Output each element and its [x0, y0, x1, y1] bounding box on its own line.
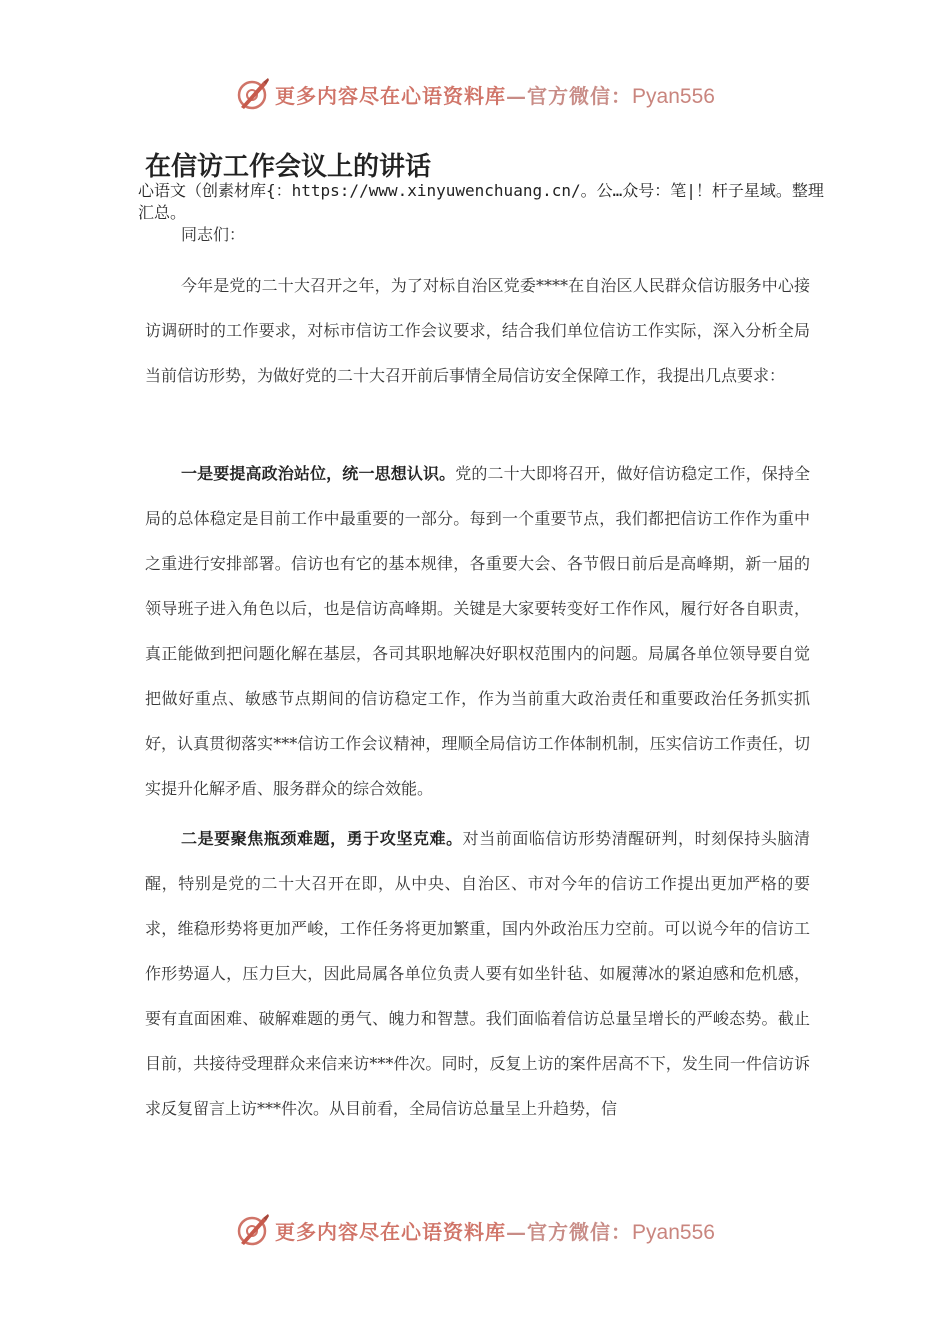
greeting: 同志们： [181, 225, 246, 244]
banner-text-main: 更多内容尽在心语资料库 [275, 83, 507, 108]
banner-text-id: Pyan556 [632, 84, 715, 108]
section-2-paragraph [145, 816, 810, 1131]
banner-text-wechat: —官方微信： [506, 1219, 633, 1244]
section-1-paragraph [145, 451, 810, 811]
section-1-lead: 一是要提高政治站位，统一思想认识。 [181, 464, 456, 483]
banner-text [275, 1216, 715, 1245]
source-line: 心语文（创素材库{：https://www.xinyuwenchuang.cn/。公…众号：笔|！杆子星域。整理汇总。 [138, 181, 824, 222]
footer-watermark-banner [0, 1208, 950, 1252]
banner-text-id: Pyan556 [632, 1220, 715, 1244]
header-watermark-banner [0, 72, 950, 116]
banner-text-wechat: —官方微信： [506, 83, 633, 108]
document-title: 在信访工作会议上的讲话 [145, 152, 432, 182]
banner-text-main: 更多内容尽在心语资料库 [275, 1219, 507, 1244]
pen-logo-icon [235, 76, 271, 112]
pen-logo-icon [235, 1212, 271, 1248]
section-2-body: 对当前面临信访形势清醒研判，时刻保持头脑清醒，特别是党的二十大召开在即，从中央、自治区、市对今年的信访工作提出更加严格的要求，维稳形势将更加严峻，工作任务将更加繁重，国内外政治压力空前。可以说今年的信访工作形势逼人，压力巨大，因此局属各单位负责人要有如坐针毡、如履薄冰的紧迫感和危机感，要有直面困难、破解难题的勇气、魄力和智慧。我们面临着信访总量呈增长的严峻态势。截止目前，共接待受理群众来信来访***件次。同时，反复上访的案件居高不下，发生同一件信访诉求反复留言上访***件次。从目前看，全局信访总量呈上升趋势，信 [145, 829, 810, 1118]
section-1-body: 党的二十大即将召开，做好信访稳定工作，保持全局的总体稳定是目前工作中最重要的一部分。每到一个重要节点，我们都把信访工作作为重中之重进行安排部署。信访也有它的基本规律，各重要大会、各节假日前后是高峰期，新一届的领导班子进入角色以后，也是信访高峰期。关键是大家要转变好工作作风，履行好各自职责，真正能做到把问题化解在基层，各司其职地解决好职权范围内的问题。局属各单位领导要自觉把做好重点、敏感节点期间的信访稳定工作，作为当前重大政治责任和重要政治任务抓实抓好，认真贯彻落实***信访工作会议精神，理顺全局信访工作体制机制，压实信访工作责任，切实提升化解矛盾、服务群众的综合效能。 [145, 464, 810, 798]
section-2-lead: 二是要聚焦瓶颈难题，勇于攻坚克难。 [181, 829, 463, 848]
banner-text [275, 80, 715, 109]
intro-paragraph: 今年是党的二十大召开之年，为了对标自治区党委****在自治区人民群众信访服务中心接访调研时的工作要求，对标市信访工作会议要求，结合我们单位信访工作实际，深入分析全局当前信访形势，为做好党的二十大召开前后事情全局信访安全保障工作，我提出几点要求： [145, 276, 810, 385]
